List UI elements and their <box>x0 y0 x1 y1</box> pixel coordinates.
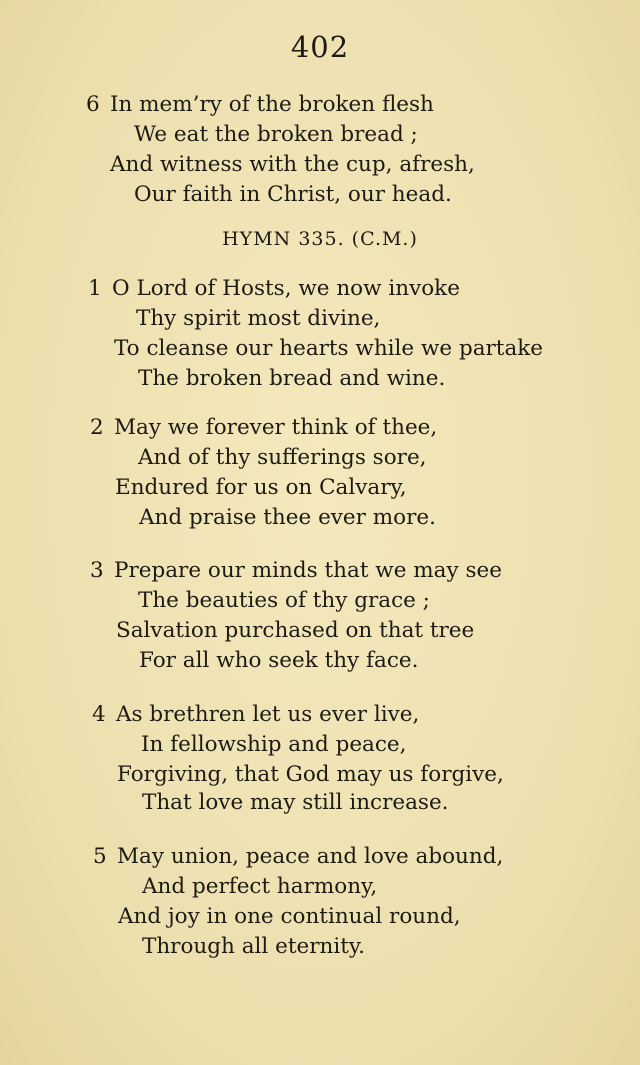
stanza-number: 2 <box>90 415 104 440</box>
stanza-line: Our faith in Christ, our head. <box>134 182 452 207</box>
page-number: 402 <box>290 30 350 64</box>
stanza-line: And perfect harmony, <box>142 874 378 899</box>
stanza-number: 5 <box>93 844 107 869</box>
stanza-line: 4 As brethren let us ever live, <box>92 700 419 730</box>
stanza-line: Salvation purchased on that tree <box>116 618 475 643</box>
hymn-title: HYMN 335. (C.M.) <box>222 228 418 250</box>
stanza-line: 3 Prepare our minds that we may see <box>90 556 502 586</box>
stanza-line: We eat the broken bread ; <box>134 122 418 147</box>
stanza-line: 6 In mem’ry of the broken flesh <box>86 90 434 120</box>
stanza-line: Endured for us on Calvary, <box>115 475 407 500</box>
stanza-line: 5 May union, peace and love abound, <box>93 842 503 872</box>
stanza-line: 1 O Lord of Hosts, we now invoke <box>88 274 460 304</box>
stanza-line: For all who seek thy face. <box>139 648 419 673</box>
stanza-line: To cleanse our hearts while we partake <box>114 336 544 361</box>
stanza-number: 1 <box>88 276 102 301</box>
stanza-line: 2 May we forever think of thee, <box>90 413 437 443</box>
stanza-line: Forgiving, that God may us forgive, <box>117 762 504 787</box>
stanza-line: And joy in one continual round, <box>118 904 461 929</box>
stanza-line: That love may still increase. <box>142 790 449 815</box>
stanza-number: 4 <box>92 702 106 727</box>
stanza-line: And of thy sufferings sore, <box>138 445 427 470</box>
stanza-line: The broken bread and wine. <box>138 366 446 391</box>
stanza-line: And witness with the cup, afresh, <box>110 152 475 177</box>
stanza-line: In fellowship and peace, <box>141 732 407 757</box>
stanza-line: And praise thee ever more. <box>139 505 436 530</box>
stanza-line: The beauties of thy grace ; <box>138 588 430 613</box>
stanza-number: 6 <box>86 92 100 117</box>
stanza-number: 3 <box>90 558 104 583</box>
stanza-line: Through all eternity. <box>142 934 365 959</box>
stanza-line: Thy spirit most divine, <box>136 306 381 331</box>
